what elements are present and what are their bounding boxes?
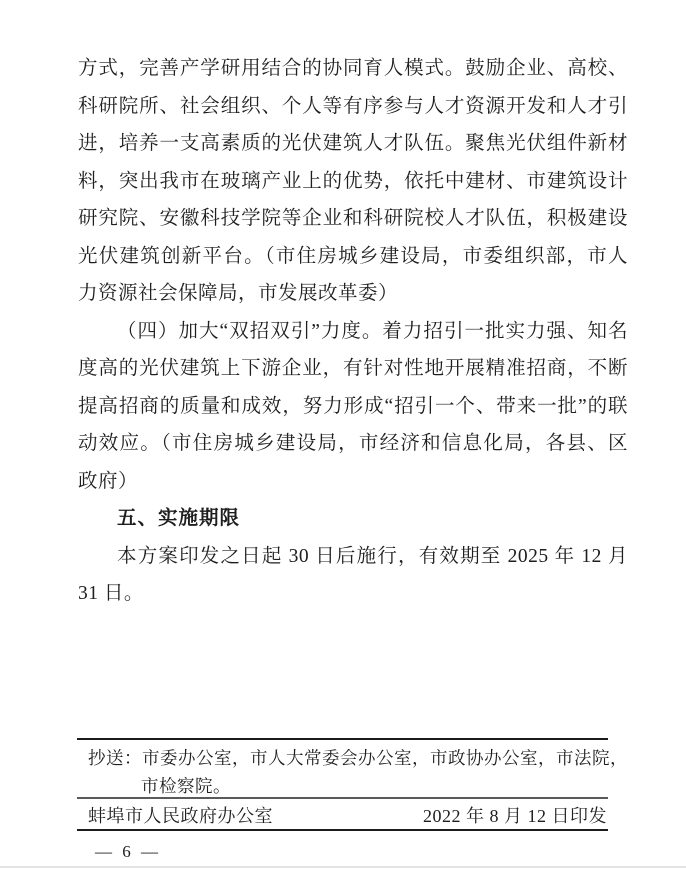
footer-top-rule [77, 738, 608, 740]
footer-issuer-row [88, 804, 607, 828]
footer-bottom-rule [77, 829, 608, 831]
footer-cc-line: 抄送：市委办公室，市人大常委会办公室，市政协办公室，市法院，市检察院。 [88, 748, 628, 796]
section-heading-implementation-period: 五、实施期限 [117, 507, 241, 529]
print-date: 2022 年 8 月 12 日印发 [423, 806, 607, 826]
issuing-office: 蚌埠市人民政府办公室 [88, 806, 273, 826]
page-number: — 6 — [95, 842, 161, 861]
page-bottom-edge [0, 866, 686, 868]
body-paragraph-continuation: 方式，完善产学研用结合的协同育人模式。鼓励企业、高校、科研院所、社会组织、个人等有序参与人才资源开发和人才引进，培养一支高素质的光伏建筑人才队伍。聚焦光伏组件新材料，突出我市在玻璃产业上的优势，依托中建材、市建筑设计研究院、安徽科技学院等企业和科研院校人才队伍，积极建设光伏建筑创新平台。（市住房城乡建设局，市委组织部，市人力资源社会保障局，市发展改革委） [78, 58, 628, 304]
body-paragraph-item-four: （四）加大“双招双引”力度。着力招引一批实力强、知名度高的光伏建筑上下游企业，有针对性地开展精准招商，不断提高招商的质量和成效，努力形成“招引一个、带来一批”的联动效应。（市住房城乡建设局，市经济和信息化局，各县、区政府） [78, 320, 628, 492]
document-body [78, 50, 628, 613]
body-paragraph-term: 本方案印发之日起 30 日后施行，有效期至 2025 年 12 月 31 日。 [78, 545, 628, 604]
footer-middle-rule [77, 797, 608, 799]
